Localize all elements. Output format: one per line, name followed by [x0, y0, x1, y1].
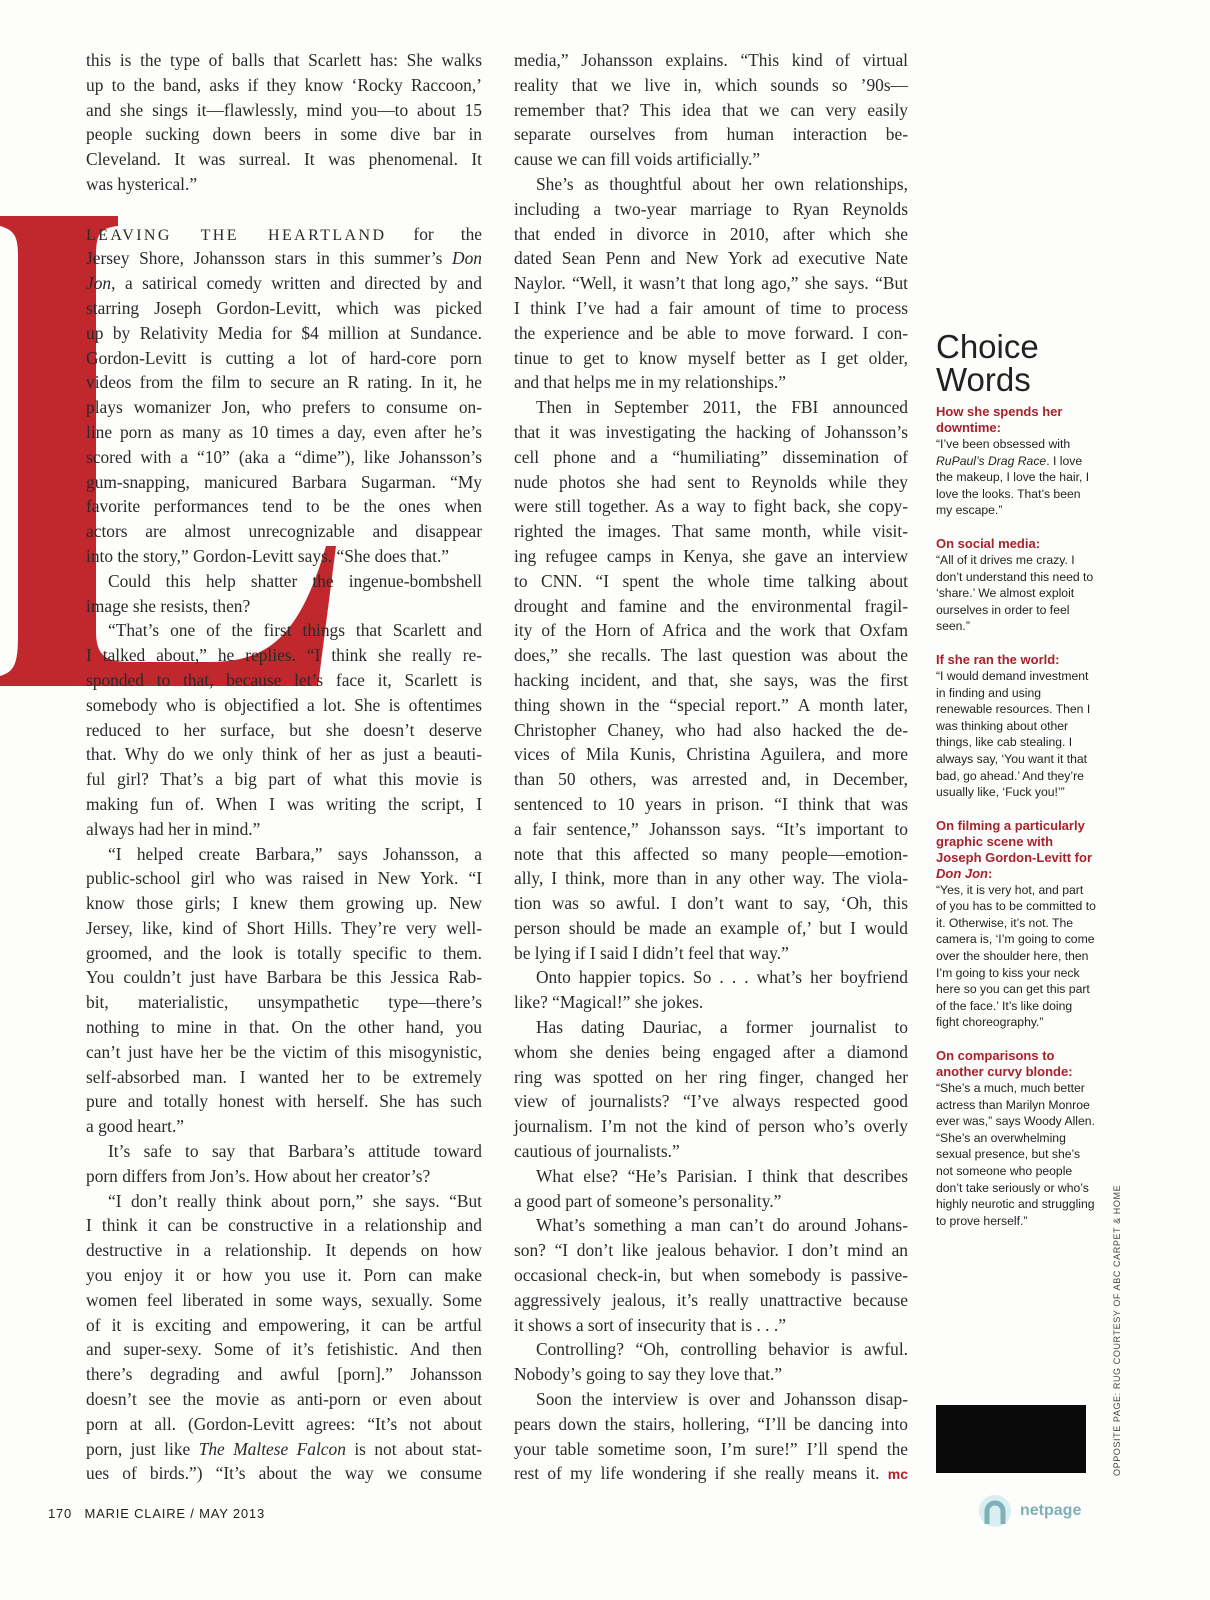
text-line: [514, 693, 908, 718]
sidebar-quote: [936, 552, 1096, 635]
text-run: of it is exciting and empowering, it can be artful: [86, 1314, 482, 1335]
text-line: [86, 321, 482, 346]
text-line: [86, 693, 482, 718]
text-line: [514, 1461, 908, 1486]
text-run: person should be made an example of,’ but I would: [514, 917, 908, 938]
text-run: scored with a “10” (aka a “dime”), like Johansson’s: [86, 446, 482, 467]
text-line: [86, 1189, 482, 1214]
publication-line: MARIE CLAIRE / MAY 2013: [84, 1506, 265, 1521]
text-line: [514, 470, 908, 495]
text-line: [514, 544, 908, 569]
text-run: that. Why do we only think of her as just a beauti-: [86, 744, 482, 765]
text-run: You couldn’t just have Barbara be this Jessica Rab-: [86, 967, 482, 988]
sidebar-question: [936, 1048, 1096, 1080]
paragraph-gap: [86, 197, 482, 222]
text-run: a good heart.”: [86, 1116, 185, 1137]
sidebar-question: [936, 404, 1096, 436]
text-line: [86, 866, 482, 891]
text-run: can’t just have her be the victim of this misogynistic,: [86, 1041, 482, 1062]
text-run: I think I’ve had a fair amount of time to process: [514, 297, 908, 318]
text-run: If she ran the world:: [936, 651, 1060, 667]
text-run: aggressively jealous, it’s really unattractive because: [514, 1289, 908, 1310]
article-column-left: [86, 48, 482, 1486]
text-run: Cleveland. It was surreal. It was phenomenal. It: [86, 149, 482, 170]
text-run: hacking incident, and that, she says, was the first: [514, 669, 908, 690]
text-run: Could this help shatter the ingenue-bombshell: [108, 570, 482, 591]
text-line: [514, 891, 908, 916]
text-run: “She’s a much, much better actress than Marilyn Monroe ever was,” says Woody Allen. “She’s an overwhelming sexual presence, but she’s not someone who people don’t take seriously or who’s highly neurotic and struggling to prove herself.”: [936, 1081, 1095, 1228]
end-mark: mc: [887, 1466, 908, 1483]
text-line: [86, 1114, 482, 1139]
text-run: including a two-year marriage to Ryan Reynolds: [514, 198, 908, 219]
text-line: [514, 965, 908, 990]
text-run: ring was spotted on her ring finger, changed her: [514, 1066, 908, 1087]
text-run: Jersey, like, kind of Short Hills. They’re very well-: [86, 917, 482, 938]
text-line: [514, 296, 908, 321]
text-run: What’s something a man can’t do around Johans-: [536, 1215, 908, 1236]
text-line: [514, 643, 908, 668]
text-line: [514, 842, 908, 867]
text-run: “I helped create Barbara,” says Johansson, a: [108, 843, 482, 864]
text-run: line porn as many as 10 times a day, even after he’s: [86, 421, 482, 442]
text-run: was hysterical.”: [86, 173, 198, 194]
text-line: [514, 48, 908, 73]
text-run: whom she denies being engaged after a diamond: [514, 1041, 908, 1062]
text-run: that it was investigating the hacking of Johansson’s: [514, 421, 908, 442]
text-line: [514, 1337, 908, 1362]
text-run: Naylor. “Well, it wasn’t that long ago,” she says. “But: [514, 273, 908, 294]
text-run: reality that we live in, which sounds so ’90s—: [514, 74, 908, 95]
text-run: Soon the interview is over and Johansson disap-: [536, 1389, 908, 1410]
text-run: plays womanizer Jon, who prefers to consume on-: [86, 397, 482, 418]
photo-credit: OPPOSITE PAGE: RUG COURTESY OF ABC CARPET & HOME: [1112, 1184, 1122, 1476]
text-line: [86, 1015, 482, 1040]
text-run: Then in September 2011, the FBI announced: [536, 397, 908, 418]
text-run: Nobody’s going to say they love that.”: [514, 1364, 783, 1385]
text-run: ity of the Horn of Africa and the work that Oxfam: [514, 620, 908, 641]
sidebar-quote: [936, 668, 1096, 801]
text-run: Controlling? “Oh, controlling behavior is awful.: [536, 1339, 908, 1360]
text-run: for the: [386, 223, 482, 244]
text-line: [514, 1437, 908, 1462]
text-run: there’s degrading and awful [porn].” Johansson: [86, 1364, 482, 1385]
text-line: [86, 1362, 482, 1387]
text-line: [86, 767, 482, 792]
text-run: the experience and be able to move forward. I con-: [514, 322, 908, 343]
text-run: cause we can fill voids artificially.”: [514, 149, 761, 170]
text-line: [86, 544, 482, 569]
text-line: [514, 1089, 908, 1114]
text-run: know those girls; I knew them growing up. New: [86, 893, 482, 914]
text-line: [86, 792, 482, 817]
text-line: [86, 1313, 482, 1338]
text-line: [86, 1288, 482, 1313]
text-run: that ended in divorce in 2010, after which she: [514, 223, 908, 244]
text-line: [514, 1313, 908, 1338]
sidebar-quote: [936, 436, 1096, 519]
text-run: “I would demand investment in finding and using renewable resources. Then I was thinking about other things, like cab stealing. I always say, ‘You want it that bad, go ahead.’ And they’re usually like, ‘Fuck you!’”: [936, 668, 1091, 800]
text-run: and that helps me in my relationships.”: [514, 372, 786, 393]
text-line: [86, 1461, 482, 1486]
text-run: note that this affected so many people—emotion-: [514, 843, 908, 864]
text-run: What else? “He’s Parisian. I think that describes: [536, 1165, 908, 1186]
text-line: [514, 370, 908, 395]
text-run: and she sings it—flawlessly, mind you—to about 15: [86, 99, 482, 120]
text-line: [86, 668, 482, 693]
text-line: [86, 147, 482, 172]
choice-words-sidebar: [936, 330, 1096, 1246]
text-run: reduced to her surface, but she doesn’t deserve: [86, 719, 482, 740]
text-run: media,” Johansson explains. “This kind of virtual: [514, 50, 908, 70]
text-line: [86, 842, 482, 867]
text-line: [86, 1337, 482, 1362]
text-line: [514, 1189, 908, 1214]
text-line: [86, 1412, 482, 1437]
text-run: journalism. I’m not the kind of person who’s overly: [514, 1116, 908, 1137]
text-run: up by Relativity Media for $4 million at Sundance.: [86, 322, 482, 343]
text-line: [514, 246, 908, 271]
text-run: doesn’t see the movie as anti-porn or even about: [86, 1389, 482, 1410]
italic-text: Jon: [86, 273, 112, 294]
text-line: [86, 1387, 482, 1412]
text-line: [514, 1065, 908, 1090]
page-folio: [48, 1506, 265, 1521]
text-line: [86, 1213, 482, 1238]
text-line: [514, 1139, 908, 1164]
text-run: Onto happier topics. So . . . what’s her boyfriend: [536, 967, 908, 988]
text-run: . I love the makeup, I love the hair, I love the looks. That’s been my escape.”: [936, 453, 1090, 518]
text-run: into the story,” Gordon-Levitt says. “She does that.”: [86, 545, 450, 566]
text-run: a good part of someone’s personality.”: [514, 1190, 782, 1211]
text-run: tinue to get to know myself better as I get older,: [514, 347, 908, 368]
text-run: favorite performances tend to be the ones when: [86, 496, 482, 517]
text-run: up to the band, asks if they know ‘Rocky Raccoon,’: [86, 74, 482, 95]
text-line: [514, 618, 908, 643]
text-line: [514, 98, 908, 123]
italic-text: Don: [452, 248, 482, 269]
text-run: Jersey Shore, Johansson stars in this summer’s: [86, 248, 453, 269]
text-run: “Yes, it is very hot, and part of you has to be committed to it. Otherwise, it’s not. The camera is, ‘I’m going to come over the shoulder here, then I’m going to kiss your neck here so you can get this part of the face.’ It’s like doing fight choreography.”: [936, 882, 1096, 1030]
text-line: [514, 916, 908, 941]
text-line: [86, 941, 482, 966]
text-run: porn, just like: [86, 1438, 199, 1459]
text-line: [86, 990, 482, 1015]
text-run: ally, I think, more than in any other way. The viola-: [514, 868, 908, 889]
text-run: always had her in mind.”: [86, 818, 261, 839]
text-line: [86, 271, 482, 296]
black-box-graphic: [936, 1405, 1086, 1473]
text-line: [86, 222, 482, 247]
text-run: to CNN. “I spent the whole time talking about: [514, 570, 908, 591]
text-run: like? “Magical!” she jokes.: [514, 992, 704, 1013]
sidebar-title: Choice Words: [936, 328, 1039, 398]
text-line: [86, 172, 482, 197]
text-run: were still together. As a way to fight back, she copy-: [514, 496, 908, 517]
text-line: [514, 1015, 908, 1040]
text-line: [86, 1089, 482, 1114]
text-run: son? “I don’t like jealous behavior. I don’t mind an: [514, 1240, 908, 1261]
text-line: [86, 420, 482, 445]
text-run: sentenced to 10 years in prison. “I think that was: [514, 793, 908, 814]
text-line: [514, 494, 908, 519]
text-line: [86, 494, 482, 519]
text-line: [86, 594, 482, 619]
text-line: [86, 742, 482, 767]
text-line: [514, 321, 908, 346]
text-line: [86, 891, 482, 916]
text-line: [514, 445, 908, 470]
text-run: this is the type of balls that Scarlett has: She walks: [86, 50, 482, 70]
text-run: On filming a particularly graphic scene with Joseph Gordon-Levitt for: [936, 817, 1092, 865]
text-line: [514, 767, 908, 792]
text-line: [86, 1437, 482, 1462]
text-run: cautious of journalists.”: [514, 1141, 680, 1162]
page-number: 170: [48, 1506, 73, 1521]
text-line: [514, 197, 908, 222]
text-line: [514, 1288, 908, 1313]
text-run: videos from the film to secure an R rating. In it, he: [86, 372, 482, 393]
text-run: cell phone and a “humiliating” dissemination of: [514, 446, 908, 467]
text-line: [514, 1114, 908, 1139]
text-line: [514, 1040, 908, 1065]
text-run: , a satirical comedy written and directed by and: [111, 273, 482, 294]
text-run: ues of birds.”) “It’s about the way we consume: [86, 1463, 482, 1484]
text-line: [86, 916, 482, 941]
text-line: [514, 1362, 908, 1387]
text-line: [86, 370, 482, 395]
text-run: rest of my life wondering if she really means it.: [514, 1463, 888, 1484]
text-run: starring Joseph Gordon-Levitt, which was picked: [86, 297, 482, 318]
text-line: [514, 941, 908, 966]
netpage-logo: [978, 1494, 1081, 1528]
text-line: [86, 48, 482, 73]
text-line: [514, 742, 908, 767]
text-run: nude photos she had sent to Reynolds while they: [514, 471, 908, 492]
text-run: drought and famine and the environmental fragil-: [514, 595, 908, 616]
text-run: vices of Mila Kunis, Christina Aguilera, and more: [514, 744, 908, 765]
text-run: separate ourselves from human interaction be-: [514, 124, 908, 145]
text-line: [514, 1238, 908, 1263]
section-lead-in: LEAVING THE HEARTLAND: [86, 226, 387, 244]
text-line: [86, 122, 482, 147]
text-line: [86, 296, 482, 321]
text-line: [514, 1213, 908, 1238]
sidebar-question: [936, 536, 1096, 552]
text-run: gum-snapping, manicured Barbara Sugarman. “My: [86, 471, 482, 492]
text-line: [86, 98, 482, 123]
text-run: Gordon-Levitt is cutting a lot of hard-core porn: [86, 347, 482, 368]
text-run: Christopher Chaney, who had also hacked the de-: [514, 719, 908, 740]
text-line: [86, 346, 482, 371]
text-run: She’s as thoughtful about her own relationships,: [536, 173, 908, 194]
text-line: [86, 519, 482, 544]
text-line: [86, 246, 482, 271]
text-run: porn differs from Jon’s. How about her creator’s?: [86, 1165, 431, 1186]
text-line: [514, 271, 908, 296]
text-line: [514, 668, 908, 693]
text-line: [514, 222, 908, 247]
text-line: [514, 519, 908, 544]
sidebar-quote: [936, 882, 1096, 1031]
text-line: [86, 1238, 482, 1263]
text-line: [514, 594, 908, 619]
text-line: [86, 1139, 482, 1164]
text-line: [514, 1263, 908, 1288]
italic-text: The Maltese Falcon: [198, 1438, 346, 1459]
text-run: It’s safe to say that Barbara’s attitude toward: [108, 1141, 482, 1162]
text-run: occasional check-in, but when somebody is passive-: [514, 1265, 908, 1286]
text-run: ful girl? That’s a big part of what this movie is: [86, 769, 482, 790]
text-run: and super-sexy. Some of it’s fetishistic. And then: [86, 1339, 482, 1360]
text-run: it shows a sort of insecurity that is . . .”: [514, 1314, 786, 1335]
text-line: [514, 569, 908, 594]
text-run: ing refugee camps in Kenya, she gave an interview: [514, 545, 908, 566]
text-line: [514, 1412, 908, 1437]
text-run: groomed, and the look is totally specific to them.: [86, 942, 482, 963]
sidebar-question: [936, 652, 1096, 668]
text-run: :: [988, 865, 993, 881]
text-run: than 50 others, was arrested and, in December,: [514, 769, 908, 790]
text-run: On social media:: [936, 535, 1041, 551]
text-run: women feel liberated in some ways, sexually. Some: [86, 1289, 482, 1310]
text-line: [514, 172, 908, 197]
text-line: [86, 1263, 482, 1288]
text-line: [86, 817, 482, 842]
text-run: tion was so awful. I don’t want to say, ‘Oh, this: [514, 893, 908, 914]
text-line: [514, 147, 908, 172]
text-run: destructive in a relationship. It depends on how: [86, 1240, 482, 1261]
italic-text: RuPaul’s Drag Race: [936, 453, 1047, 468]
text-line: [514, 866, 908, 891]
text-run: people sucking down beers in some dive bar in: [86, 124, 482, 145]
text-run: porn at all. (Gordon-Levitt agrees: “It’s not about: [86, 1413, 482, 1434]
text-line: [514, 122, 908, 147]
text-line: [86, 470, 482, 495]
text-run: bit, materialistic, unsympathetic type—there’s: [86, 992, 482, 1013]
netpage-logo-icon: [978, 1494, 1012, 1528]
text-run: I talked about,” he replies. “I think she really re-: [86, 645, 482, 666]
text-run: “I’ve been obsessed with: [936, 437, 1071, 451]
text-run: righted the images. That same month, while visit-: [514, 521, 908, 542]
text-run: nothing to mine in that. On the other hand, you: [86, 1017, 482, 1038]
text-line: [514, 792, 908, 817]
text-line: [86, 395, 482, 420]
text-run: be lying if I said I didn’t feel that way.”: [514, 942, 789, 963]
text-run: Has dating Dauriac, a former journalist to: [536, 1017, 908, 1038]
text-run: dated Sean Penn and New York ad executive Nate: [514, 248, 908, 269]
text-line: [514, 73, 908, 98]
text-run: you enjoy it or how you use it. Porn can make: [86, 1265, 482, 1286]
text-run: a fair sentence,” Johansson says. “It’s important to: [514, 818, 908, 839]
text-run: I think it can be constructive in a relationship and: [86, 1215, 482, 1236]
netpage-logo-text: netpage: [1020, 1502, 1082, 1519]
text-run: “All of it drives me crazy. I don’t understand this need to ‘share.’ We almost exploit ourselves in order to feel seen.”: [936, 552, 1094, 634]
text-run: actors are almost unrecognizable and disappear: [86, 521, 482, 542]
text-line: [514, 817, 908, 842]
text-run: pure and totally honest with herself. She has such: [86, 1091, 482, 1112]
text-run: How she spends her downtime:: [936, 404, 1063, 435]
text-run: sponded to that, because let’s face it, Scarlett is: [86, 669, 482, 690]
text-line: [86, 643, 482, 668]
text-run: public-school girl who was raised in New York. “I: [86, 868, 482, 889]
text-run: On comparisons to another curvy blonde:: [936, 1048, 1073, 1080]
text-run: remember that? This idea that we can very easily: [514, 99, 908, 120]
text-line: [514, 990, 908, 1015]
text-line: [86, 1164, 482, 1189]
text-run: is not about stat-: [345, 1438, 482, 1459]
sidebar-quote: [936, 1080, 1096, 1229]
text-run: view of journalists? “I’ve always respected good: [514, 1091, 908, 1112]
text-line: [514, 1164, 908, 1189]
text-run: does,” she recalls. The last question was about the: [514, 645, 908, 666]
text-run: “That’s one of the first things that Scarlett and: [108, 620, 482, 641]
text-line: [514, 395, 908, 420]
text-line: [86, 965, 482, 990]
text-line: [514, 718, 908, 743]
text-run: somebody who is objectified a lot. She is oftentimes: [86, 694, 482, 715]
text-run: making fun of. When I was writing the script, I: [86, 793, 482, 814]
italic-text: Don Jon: [936, 865, 988, 881]
article-column-right: [514, 48, 908, 1486]
text-run: “I don’t really think about porn,” she says. “But: [108, 1190, 482, 1211]
text-line: [86, 618, 482, 643]
text-line: [86, 1065, 482, 1090]
text-run: self-absorbed man. I wanted her to be extremely: [86, 1066, 482, 1087]
sidebar-question: [936, 818, 1096, 882]
text-line: [514, 346, 908, 371]
text-run: thing shown in the “special report.” A month later,: [514, 694, 908, 715]
text-line: [514, 420, 908, 445]
text-run: image she resists, then?: [86, 595, 251, 616]
text-run: pears down the stairs, hollering, “I’ll be dancing into: [514, 1413, 908, 1434]
text-line: [86, 73, 482, 98]
text-run: your table sometime soon, I’m sure!” I’ll spend the: [514, 1438, 908, 1459]
text-line: [86, 718, 482, 743]
text-line: [86, 569, 482, 594]
text-line: [86, 1040, 482, 1065]
text-line: [86, 445, 482, 470]
text-line: [514, 1387, 908, 1412]
